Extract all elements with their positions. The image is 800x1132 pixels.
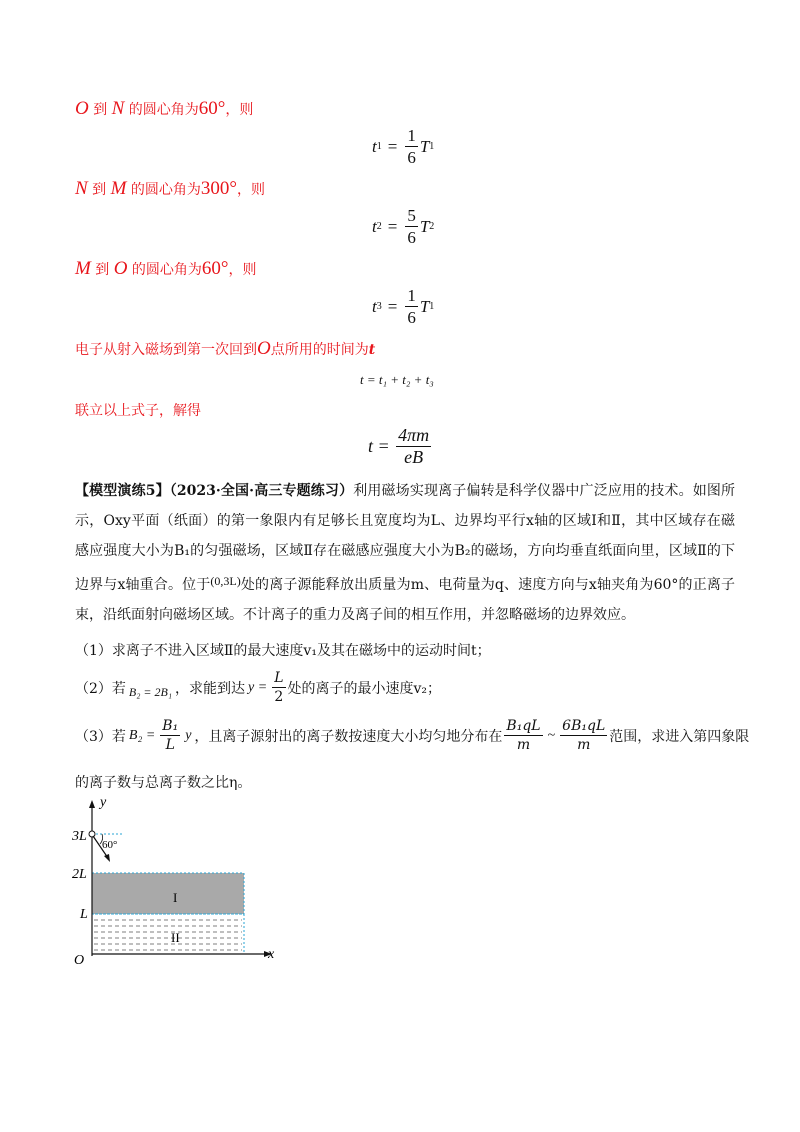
text: 范围，求进入第四象限 [609,728,750,745]
eq-sub: 1 [429,301,435,312]
frac-num: B₁qL [506,718,541,734]
text: 利用磁场实现离子偏转是科学仪器中广泛应用的技术。如图所示， [75,483,736,529]
question-3-cont [75,772,251,792]
text: 电子从射入磁场到第一次回到 [75,342,257,358]
text: 点所用的时间为 [270,342,369,358]
fraction [272,670,285,705]
fraction [405,286,418,327]
fraction [405,206,418,247]
region-2-hatch [94,920,242,950]
text: 的圆心角为 [131,262,202,278]
equation-t3: t 3 = $\frac{1}{6}$ T 1 [372,286,435,327]
text: 的圆心角为 [128,102,199,118]
angle-value: 60° [201,258,229,279]
tick-label-3L: 3L [72,829,87,844]
eq-var: y = [248,679,268,695]
equation-sum [360,372,434,388]
region-1-shape [92,873,244,914]
fraction [396,426,431,467]
fraction [560,718,607,753]
text: ，则 [236,182,265,198]
text: 的圆心角为 [130,182,201,198]
text: Oxy平面（纸面）的第一象限内有足够长且宽度均为L、边界均平行x轴的区域Ⅰ和Ⅱ，其中区域存在磁感应强度大小为B₁的匀强磁场，区域Ⅱ存在磁感应强度大小为B₂的磁场，方向均垂直纸面向里，区域Ⅱ的下边界与x轴重合。位于 [75,513,735,593]
solution-step-3 [75,258,257,280]
problem-tag: 【模型演练5】 [75,483,170,499]
x-axis-label: x [268,947,275,962]
eq-var: T [419,216,430,236]
tick-label-2L: 2L [72,867,87,882]
y-axis-arrow [89,800,95,808]
condition: B₂ = 2B₁ [128,685,173,699]
solution-step-5 [75,400,201,420]
eq-var: T [419,296,430,316]
frac-den: m [577,737,591,753]
text: （1）求离子不进入区域Ⅱ的最大速度v₁及其在磁场中的运动时间t； [75,643,491,659]
question-1 [75,640,491,660]
field-diagram [70,796,290,966]
text: 处的离子源能释放出质量为m、电荷量为q、速度方向与x轴夹角为60°的正离子束，沿纸面射向磁场区域。不计离子的重力及离子间的相互作用，并忽略磁场的边界效应。 [75,577,735,623]
point-label: O [113,258,128,279]
text: ，则 [228,262,257,278]
frac-den: 6 [407,148,416,167]
text: 到 [93,102,108,118]
text: 到 [92,182,107,198]
frac-num: 1 [407,286,416,305]
region-2-label: II [171,930,180,945]
point-label: N [75,178,88,199]
point-label: M [75,258,91,279]
eq-var: t [372,216,377,236]
eq-sub: 2 [429,221,435,232]
eq-text: t = t₁ + t₂ + t₃ [360,372,434,387]
fraction [504,718,542,753]
text: ，求能到达 [175,680,246,697]
equation-t1: t 1 = $\frac{1}{6}$ T 1 [372,126,435,167]
frac-num: 6B₁qL [562,718,606,734]
frac-den: m [516,737,531,753]
text: 到 [95,262,110,278]
solution-step-2 [75,178,265,200]
solution-step-1 [75,98,253,120]
problem-source: （2023·全国·高三专题练习） [169,483,354,499]
text: 处的离子的最小速度v₂； [287,680,442,697]
text: ，且离子源射出的离子数按速度大小均匀地分布在 [194,728,503,745]
point-label: O [257,338,271,359]
fraction [160,718,180,753]
eq-var: T [419,136,430,156]
frac-den: L [165,737,175,753]
point-label: O [75,98,89,119]
fraction [405,126,418,167]
tick-label-L: L [80,907,88,922]
eq-sub: 3 [376,301,382,312]
eq-var: y [185,727,192,743]
eq-var: t [372,296,377,316]
ion-source [89,831,95,837]
text: 联立以上式子，解得 [75,403,201,419]
eq-sub: 1 [376,141,382,152]
frac-den: 6 [407,228,416,247]
tilde: ~ [547,727,556,743]
region-1-label: I [173,890,178,905]
point-coord: (0,3L) [210,574,241,588]
frac-den: 2 [274,689,284,705]
eq-var: t [372,136,377,156]
problem-paragraph [75,476,735,630]
eq-var: t = [368,436,395,456]
text: （2）若 [75,680,126,697]
point-label: N [111,98,125,119]
eq-var: B₂ = [128,727,156,743]
equation-t2: t 2 = $\frac{5}{6}$ T 2 [372,206,435,247]
equation-result [368,426,433,467]
eq-var: t [368,342,376,358]
angle-value: 300° [200,178,237,199]
question-3 [75,718,749,753]
point-label: M [110,178,127,199]
text: ，则 [225,102,254,118]
frac-num: B₁ [162,718,179,734]
question-2 [75,670,441,705]
velocity-arrowhead [104,854,110,862]
eq-sub: 1 [429,141,435,152]
frac-num: 4πm [398,425,430,445]
y-axis-label: y [100,796,107,810]
angle-value: 60° [198,98,226,119]
solution-step-4 [75,338,375,360]
text: （3）若 [75,728,126,745]
origin-label: O [74,953,85,966]
text: 的离子数与总离子数之比η。 [75,775,252,791]
frac-num: 5 [407,206,416,225]
eq-sub: 2 [376,221,382,232]
frac-den: eB [404,447,424,467]
angle-label: 60° [102,839,118,851]
frac-num: L [274,670,284,686]
frac-den: 6 [407,308,416,327]
frac-num: 1 [407,126,416,145]
